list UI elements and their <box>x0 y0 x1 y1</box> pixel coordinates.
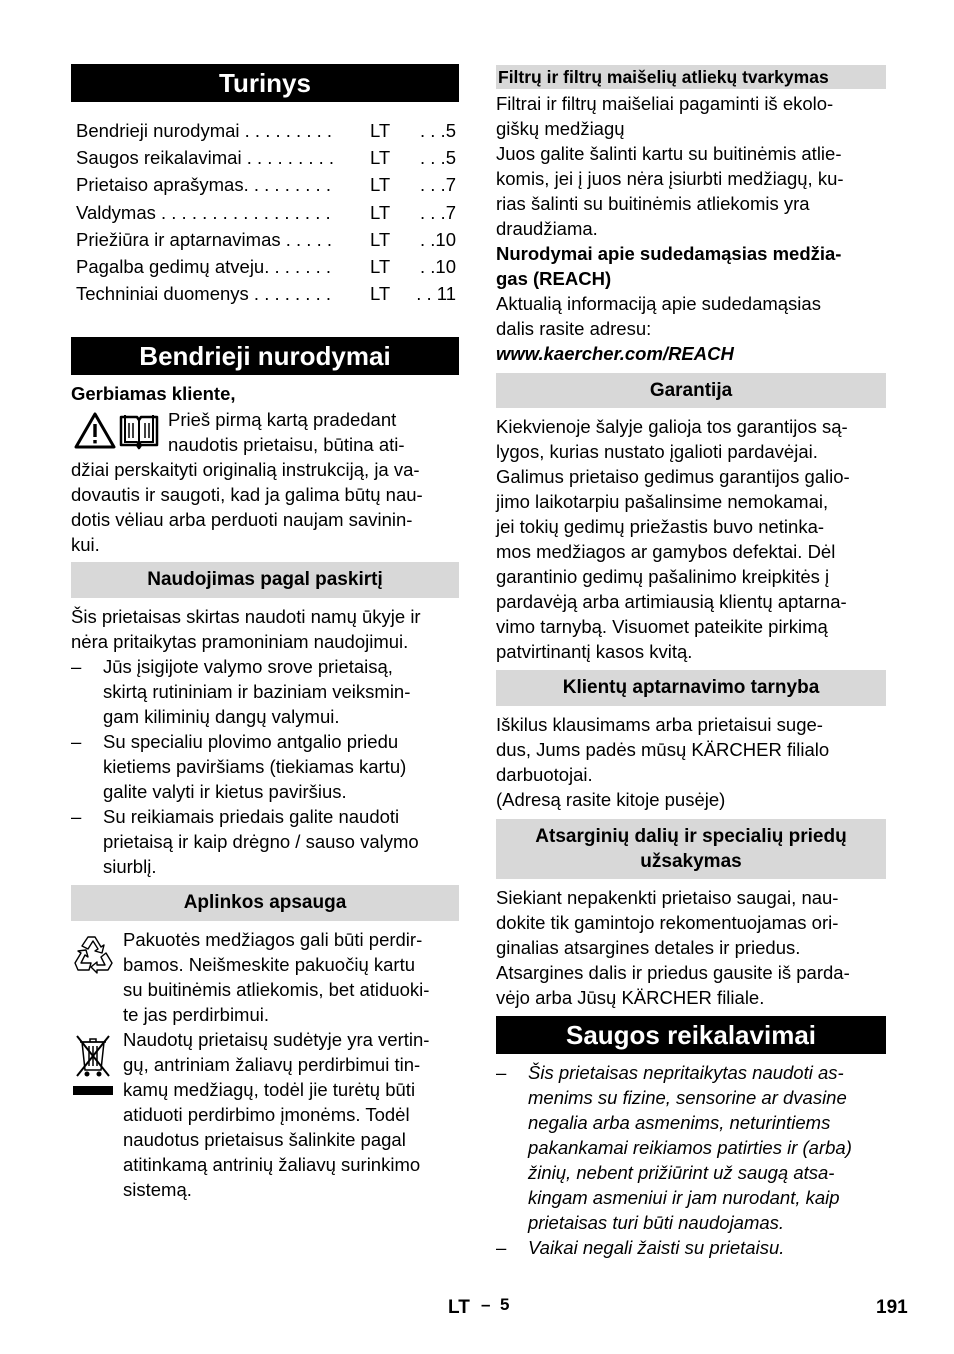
toc-entry-lang: LT <box>370 120 391 141</box>
recycle-icon <box>73 933 117 975</box>
toc-entry-page: . .10 <box>420 256 456 277</box>
intended-use-para: Šis prietaisas skirtas naudoti namų ūkyje ir nėra pritaikytas pramoniniam naudojimui. <box>71 606 421 652</box>
intended-use-list <box>71 654 459 879</box>
manual-book-icon <box>118 412 160 450</box>
list-item: – Šis prietaisas nepritaikytas naudoti as- menims su fizine, sensorine ar dvasine negalia arba asmenims, neturintiems pakankamai reikiamos patirties ir (arba) žinių, nebent prižiūrint už saugą atsa- kingam asmeniui ir jam nurodant, kaip prietaisas turi būti naudojamas. <box>496 1062 852 1233</box>
toc-entry <box>76 253 456 280</box>
toc-entry-title: Prietaiso aprašymas. . . . . . . . . <box>76 174 331 196</box>
toc-entry-title: Priežiūra ir aptarnavimas . . . . . <box>76 228 333 250</box>
warranty-heading: Garantija <box>496 373 886 408</box>
toc-entry-title: Saugos reikalavimai . . . . . . . . . <box>76 147 335 169</box>
page-number: 191 <box>876 1297 908 1318</box>
safety-heading: Saugos reikalavimai <box>496 1016 886 1054</box>
greeting: Gerbiamas kliente, <box>71 383 236 404</box>
weee-text: Naudotų prietaisų sudėtyje yra vertin- gų, antriniam žaliavų perdirbimui tin- kamų medžiagų, todėl jie turėtų būti atiduoti perdirbimo įmonėms. Todėl naudotus prietaisus šalinkite pagal atitinkamą antrinių žaliavų surinkimo sistemą. <box>123 1029 430 1200</box>
toc-entry-page: . .10 <box>420 228 456 250</box>
safety-list <box>496 1060 886 1260</box>
toc-entry-lang: LT <box>370 228 391 250</box>
footer-section-page: 5 <box>500 1295 510 1314</box>
toc-entry <box>76 226 456 253</box>
reach-heading: Nurodymai apie sudedamąsias medžia- <box>496 243 842 264</box>
toc-entry-lang: LT <box>370 256 391 277</box>
reach-url: www.kaercher.com/REACH <box>496 343 734 364</box>
list-item: – Vaikai negali žaisti su prietaisu. <box>496 1237 785 1258</box>
toc-entry <box>76 171 456 198</box>
spare-parts-heading: Atsarginių dalių ir specialių priedų užsakymas <box>496 819 886 879</box>
toc-entry-title: Bendrieji nurodymai . . . . . . . . . <box>76 120 333 141</box>
service-text: Iškilus klausimams arba prietaisui suge- dus, Jums padės mūsų KÄRCHER filialo darbuotojai. (Adresą rasite kitoje pusėje) <box>496 714 830 810</box>
list-item: – Su reikiamais priedais galite naudoti prietaisą ir kaip drėgno / sauso valymo siurblį. <box>71 806 419 877</box>
filters-heading: Filtrų ir filtrų maišelių atliekų tvarkymas <box>496 65 886 89</box>
filters-text: Filtrai ir filtrų maišeliai pagaminti iš ekolo- giškų medžiagų Juos galite šalinti kartu su buitinėmis atlie- komis, jei į juos nėra įsiurbti medžiagų, ku- rias šalinti su buitinėmis atliekomis yra draudžiama. Nurodymai apie sudedamąsias medžia- gas (REACH) Aktualią informaciją apie sudedamąsias dalis rasite adresu: www.kaercher.com/REACH <box>496 93 844 364</box>
environment-heading: Aplinkos apsauga <box>71 885 459 921</box>
toc-entry-page: . . .7 <box>420 201 456 223</box>
toc-entry-title: Techniniai duomenys . . . . . . . . <box>76 283 332 305</box>
warning-triangle-icon <box>74 412 116 450</box>
recycle-text: Pakuotės medžiagos gali būti perdir- bamos. Neišmeskite pakuočių kartu su buitinėmis atliekomis, bet atiduoki- te jas perdirbimui. <box>123 929 430 1025</box>
intended-use-heading: Naudojimas pagal paskirtį <box>71 562 459 598</box>
footer-lang: LT <box>448 1297 470 1318</box>
service-heading: Klientų aptarnavimo tarnyba <box>496 670 886 706</box>
toc-entry-lang: LT <box>370 174 391 196</box>
footer-sep: – <box>481 1295 491 1314</box>
toc-entry-lang: LT <box>370 283 391 305</box>
toc-entry <box>76 280 456 307</box>
toc-entry-page: . . .5 <box>420 147 456 169</box>
toc-entry-page: . . .7 <box>420 174 456 196</box>
toc-entry-lang: LT <box>370 147 391 169</box>
toc-entry-title: Valdymas . . . . . . . . . . . . . . . . . <box>76 201 331 223</box>
general-heading: Bendrieji nurodymai <box>71 337 459 375</box>
list-item: – Su specialiu plovimo antgalio priedu kietiems paviršiams (tiekiamas kartu) galite valyti ir kietus paviršius. <box>71 731 407 802</box>
intro-text-side: Prieš pirmą kartą pradedant naudotis prietaisu, būtina ati- <box>168 409 405 455</box>
list-item: – Jūs įsigijote valymo srove prietaisą, skirtą rutininiam ir baziniam veiksmin- gam kiliminių dangų valymui. <box>71 656 411 727</box>
spare-parts-text: Siekiant nepakenkti prietaiso saugai, nau- dokite tik gamintojo rekomentuojamas ori- ginalias atsargines detales ir priedus. Atsargines dalis ir priedus gausite iš parda- vėjo arba Jūsų KÄRCHER filiale. <box>496 887 850 1008</box>
toc-heading: Turinys <box>71 64 459 102</box>
toc-entry <box>76 199 456 226</box>
toc-entry-page: . . .5 <box>420 120 456 141</box>
crossed-bin-icon <box>73 1032 113 1096</box>
warranty-text: Kiekvienoje šalyje galioja tos garantijos są- lygos, kurias nustato įgalioti pardavėjai. Galimus prietaiso gedimus garantijos galio- jimo laikotarpiu pašalinsime nemokamai, jei tokių gedimų priežastis buvo netinka- mos medžiagos ar gamybos defektai. Dėl garantinio gedimų pašalinimo kreipkitės į pardavėją arba artimiausią klientų aptarna- vimo tarnybą. Visuomet pateikite pirkimą patvirtinantį kasos kvitą. <box>496 416 850 662</box>
toc-entry-title: Pagalba gedimų atveju. . . . . . . <box>76 256 332 277</box>
toc-entry-page: . . 11 <box>416 283 456 305</box>
toc-entry <box>76 144 456 171</box>
intro-text-rest: džiai perskaityti originalią instrukciją, ja va- dovautis ir saugoti, kad ja galima būtų nau- dotis vėliau arba perduoti naujam savinin- kui. <box>71 459 423 555</box>
toc-entry <box>76 117 456 144</box>
toc-entry-lang: LT <box>370 201 391 223</box>
